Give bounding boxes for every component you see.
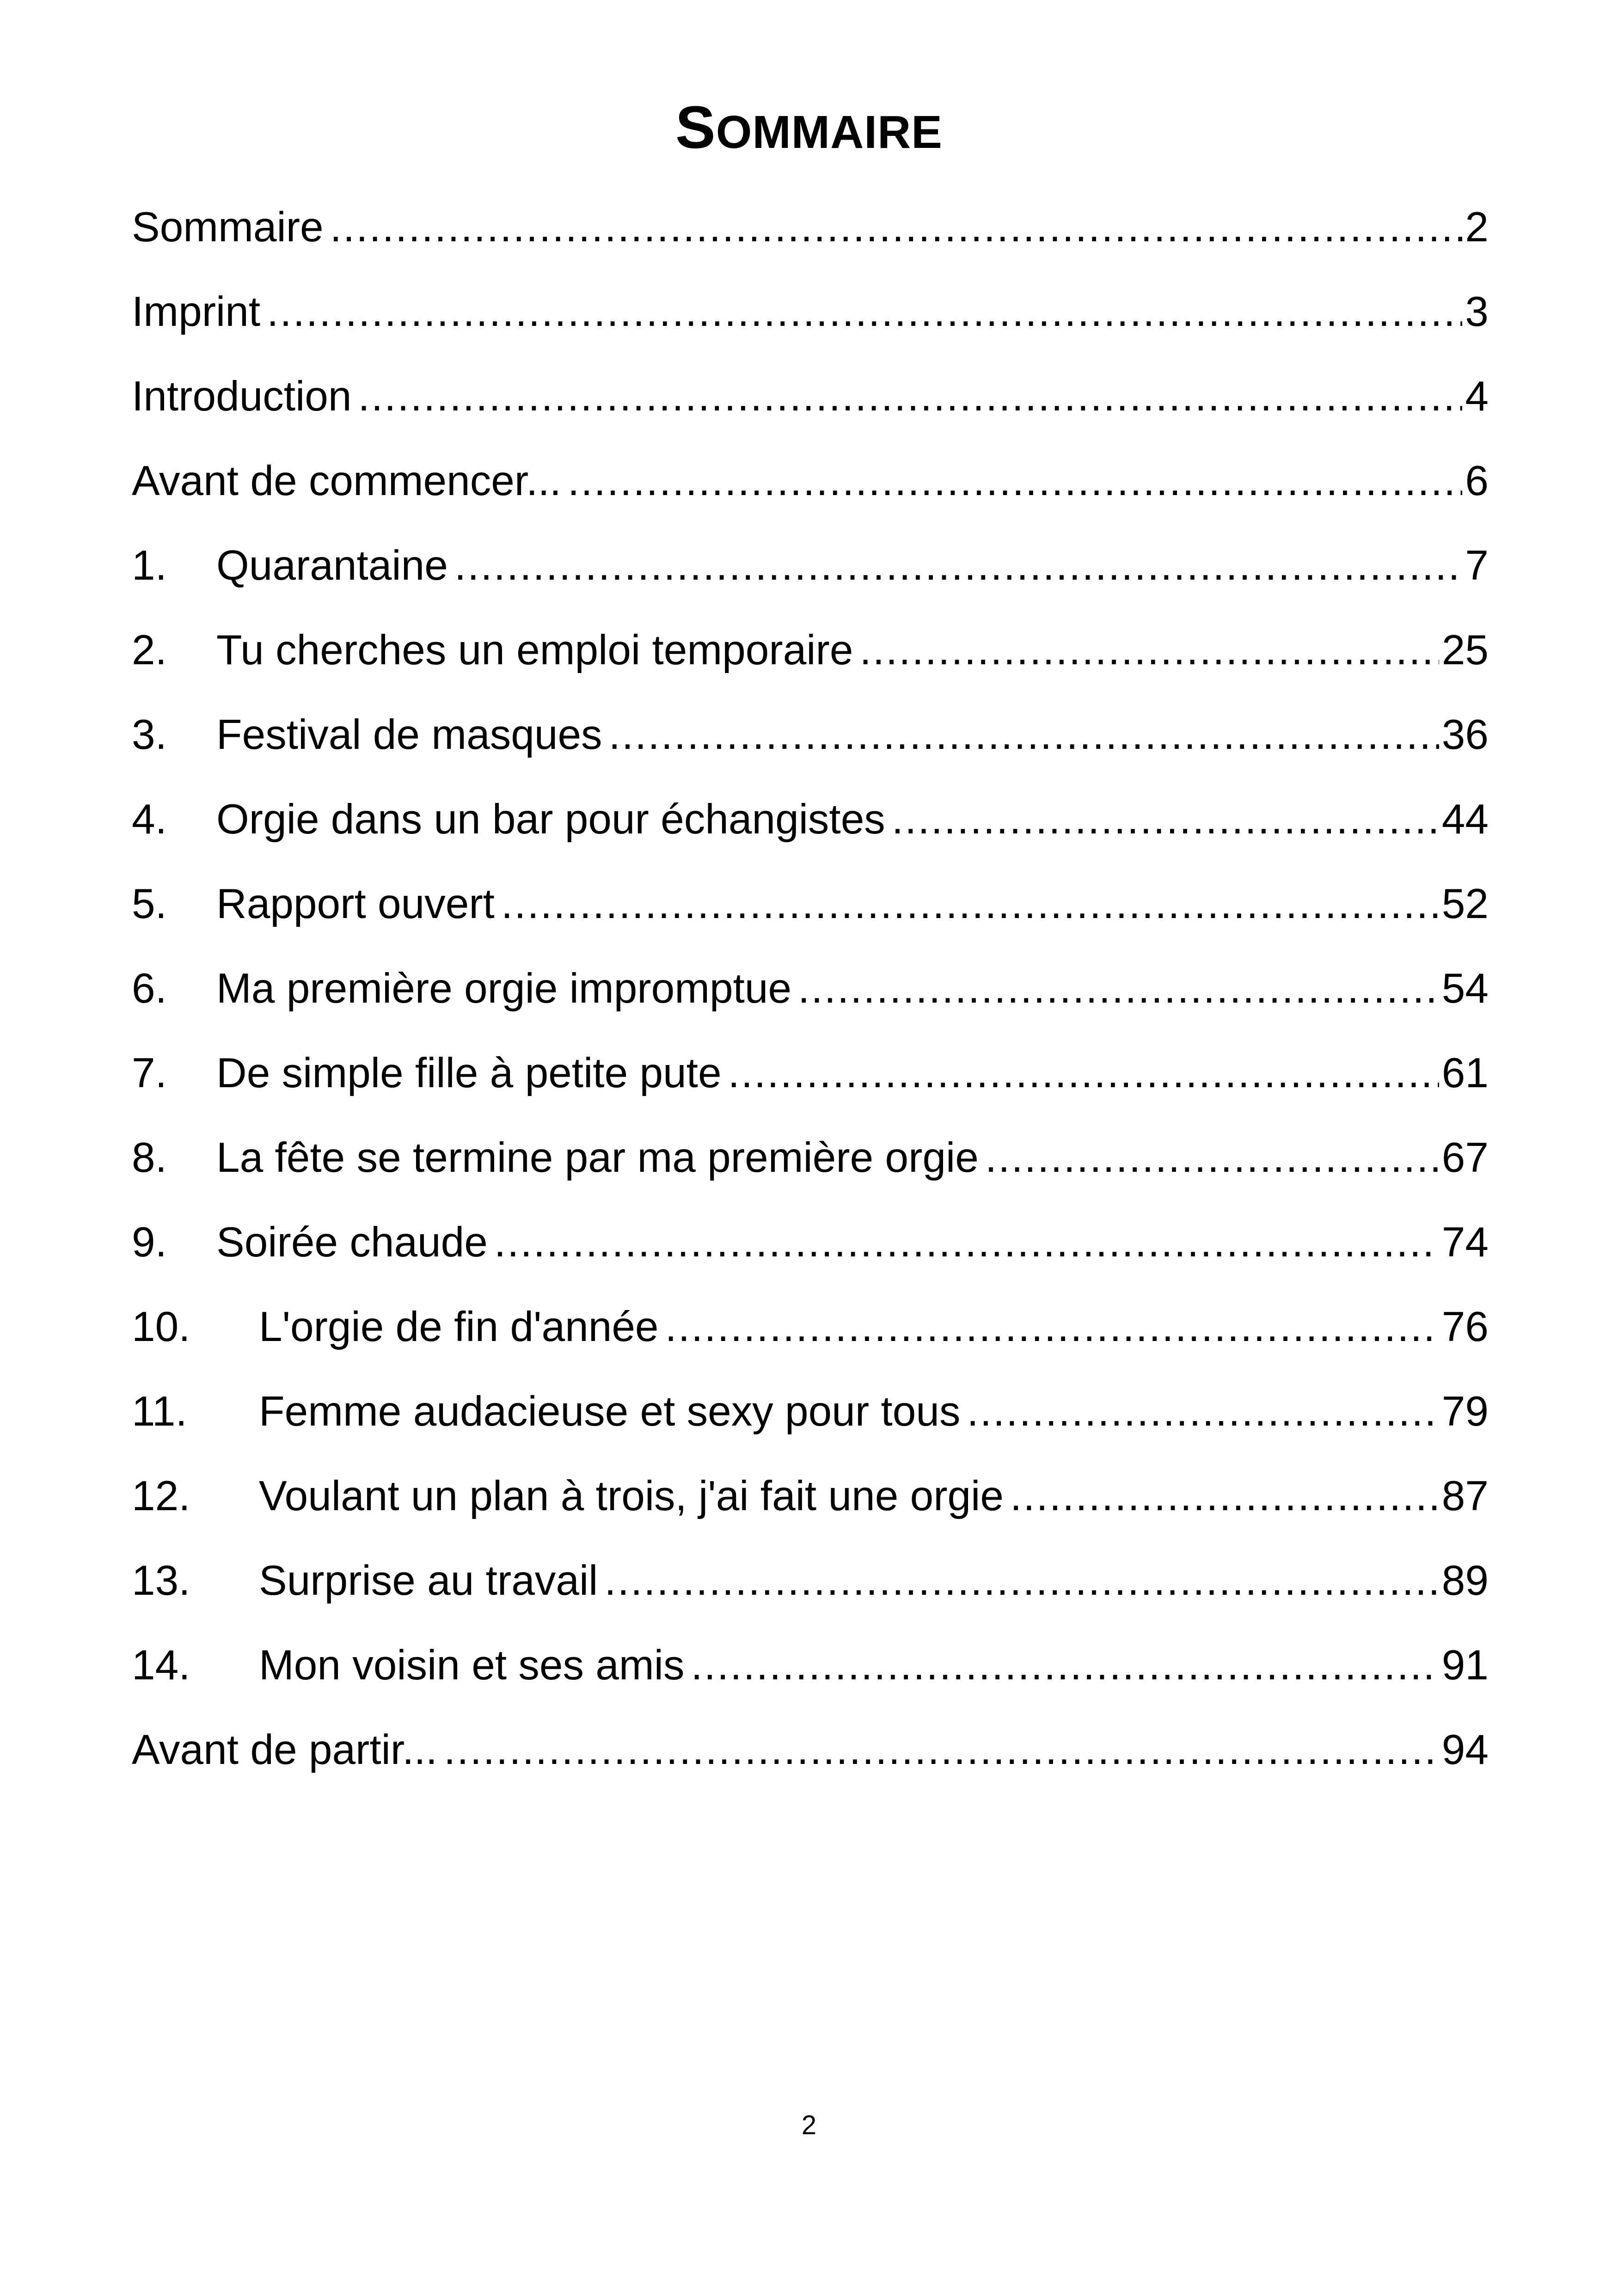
toc-entry-page: 4 xyxy=(1465,373,1489,420)
toc-dot-leader xyxy=(728,1046,1439,1101)
toc-entry-page: 74 xyxy=(1441,1219,1489,1266)
toc-entry-number: 6. xyxy=(132,965,167,1012)
toc-dot-leader xyxy=(444,1722,1439,1778)
toc-entry-label: Surprise au travail xyxy=(259,1557,598,1604)
toc-entry-label: Avant de partir... xyxy=(132,1727,437,1773)
toc-entry-page: 89 xyxy=(1441,1557,1489,1604)
toc-entry-page: 61 xyxy=(1441,1050,1489,1096)
toc-entry[interactable] xyxy=(132,1638,1489,1722)
toc-entry[interactable] xyxy=(132,1299,1489,1384)
toc-dot-leader xyxy=(691,1638,1439,1693)
toc-entry-page: 2 xyxy=(1465,204,1489,251)
toc-dot-leader xyxy=(1010,1469,1439,1524)
toc-entry-number: 7. xyxy=(132,1050,167,1096)
toc-dot-leader xyxy=(609,707,1439,763)
toc-entry[interactable] xyxy=(132,876,1489,961)
toc-entry-page: 91 xyxy=(1441,1642,1489,1689)
toc-entry-label: Voulant un plan à trois, j'ai fait une orgie xyxy=(259,1473,1004,1519)
toc-entry-page: 79 xyxy=(1441,1388,1489,1435)
toc-entry-page: 6 xyxy=(1465,458,1489,504)
toc-entry-page: 25 xyxy=(1441,627,1489,673)
toc-entry-label: Introduction xyxy=(132,373,352,420)
toc-dot-leader xyxy=(604,1553,1439,1609)
toc-dot-leader xyxy=(330,200,1463,255)
page-number: 2 xyxy=(801,2110,817,2140)
toc-entry[interactable] xyxy=(132,284,1489,369)
toc-entry-label: La fête se termine par ma première orgie xyxy=(216,1134,979,1181)
toc-entry[interactable] xyxy=(132,200,1489,284)
toc-dot-leader xyxy=(665,1299,1439,1355)
toc-entry[interactable] xyxy=(132,1046,1489,1130)
toc-entry[interactable] xyxy=(132,1215,1489,1299)
toc-entry[interactable] xyxy=(132,369,1489,453)
toc-entry-label: Festival de masques xyxy=(216,711,602,758)
toc-entry-number: 12. xyxy=(132,1473,190,1519)
toc-entry-number: 1. xyxy=(132,542,167,589)
toc-entry-page: 67 xyxy=(1441,1134,1489,1181)
toc-entry-label: L'orgie de fin d'année xyxy=(259,1304,659,1350)
toc-entry-label: Femme audacieuse et sexy pour tous xyxy=(259,1388,961,1435)
toc-entry-label: Quarantaine xyxy=(216,542,448,589)
toc-entry[interactable] xyxy=(132,707,1489,792)
toc-entry-label: Ma première orgie impromptue xyxy=(216,965,792,1012)
toc-entry[interactable] xyxy=(132,1722,1489,1807)
toc-entry[interactable] xyxy=(132,623,1489,707)
toc-entry-page: 44 xyxy=(1441,796,1489,843)
toc-entry-number: 9. xyxy=(132,1219,167,1266)
toc-dot-leader xyxy=(892,792,1439,847)
toc-entry-page: 76 xyxy=(1441,1304,1489,1350)
page-title-initial: S xyxy=(675,93,716,161)
toc-entry-label: Tu cherches un emploi temporaire xyxy=(216,627,853,673)
toc-dot-leader xyxy=(267,284,1462,340)
toc-dot-leader xyxy=(494,1215,1439,1270)
toc-entry[interactable] xyxy=(132,961,1489,1046)
toc-entry[interactable] xyxy=(132,453,1489,538)
page-title-rest: OMMAIRE xyxy=(716,106,943,158)
toc-entry-number: 4. xyxy=(132,796,167,843)
toc-dot-leader xyxy=(568,453,1462,509)
toc-entry-page: 3 xyxy=(1465,288,1489,335)
toc-entry-label: Rapport ouvert xyxy=(216,881,495,927)
toc-dot-leader xyxy=(967,1384,1439,1439)
toc-entry-number: 5. xyxy=(132,881,167,927)
toc-dot-leader xyxy=(798,961,1439,1016)
toc-entry-label: Orgie dans un bar pour échangistes xyxy=(216,796,885,843)
toc-entry-page: 52 xyxy=(1441,881,1489,927)
toc-entry-label: Avant de commencer... xyxy=(132,458,562,504)
toc-dot-leader xyxy=(358,369,1463,424)
table-of-contents xyxy=(132,200,1489,1807)
toc-entry-number: 10. xyxy=(132,1304,190,1350)
toc-entry-number: 2. xyxy=(132,627,167,673)
toc-entry[interactable] xyxy=(132,792,1489,876)
toc-entry[interactable] xyxy=(132,1384,1489,1469)
page-title xyxy=(0,88,1618,171)
toc-dot-leader xyxy=(985,1130,1439,1186)
toc-entry-page: 94 xyxy=(1441,1727,1489,1773)
toc-entry-page: 7 xyxy=(1465,542,1489,589)
toc-entry-label: Imprint xyxy=(132,288,261,335)
toc-entry[interactable] xyxy=(132,1553,1489,1638)
toc-entry-number: 11. xyxy=(132,1388,187,1435)
toc-entry-label: De simple fille à petite pute xyxy=(216,1050,722,1096)
toc-entry-label: Mon voisin et ses amis xyxy=(259,1642,685,1689)
toc-entry-number: 14. xyxy=(132,1642,190,1689)
toc-entry-page: 36 xyxy=(1441,711,1489,758)
toc-entry-page: 87 xyxy=(1441,1473,1489,1519)
toc-dot-leader xyxy=(501,876,1439,932)
toc-dot-leader xyxy=(859,623,1439,678)
toc-entry[interactable] xyxy=(132,1130,1489,1215)
toc-entry[interactable] xyxy=(132,538,1489,623)
toc-entry-label: Sommaire xyxy=(132,204,324,251)
toc-entry-page: 54 xyxy=(1441,965,1489,1012)
toc-entry-number: 8. xyxy=(132,1134,167,1181)
toc-entry-label: Soirée chaude xyxy=(216,1219,488,1266)
toc-entry[interactable] xyxy=(132,1469,1489,1553)
toc-dot-leader xyxy=(454,538,1463,594)
toc-entry-number: 13. xyxy=(132,1557,190,1604)
toc-entry-number: 3. xyxy=(132,711,167,758)
